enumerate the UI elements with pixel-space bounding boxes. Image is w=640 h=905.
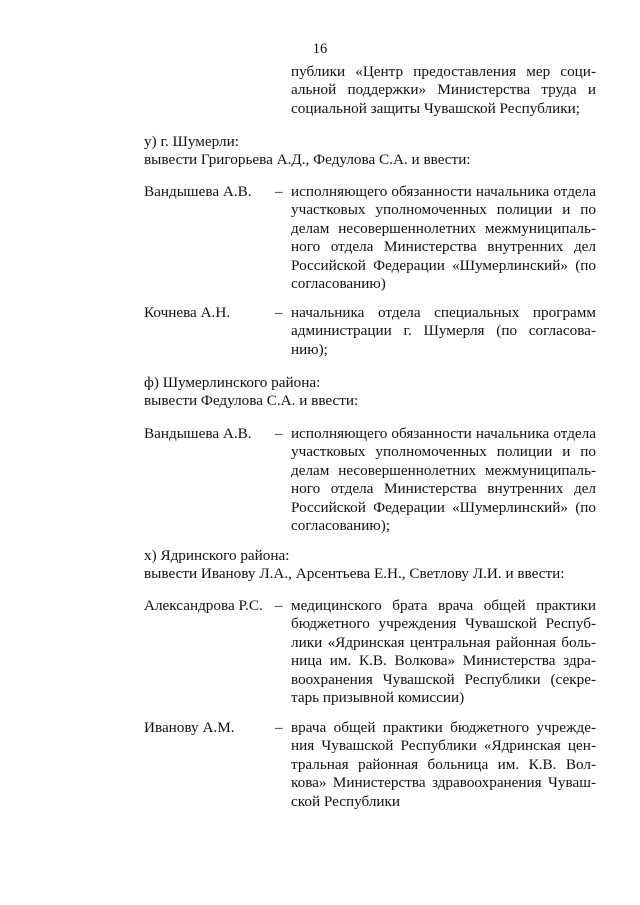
section-instruction: вывести Иванову Л.А., Арсентьева Е.Н., Светлову Л.И. и ввести: (144, 565, 565, 583)
intro-paragraph: публики «Центр предоставления мер социальной поддержки» Министерства труда и социальной защиты Чувашской Республики; (291, 63, 596, 117)
entry-description: исполняющего обязанности начальника отдела участковых уполномоченных полиции и по делам несовершеннолетних межмуниципального отдела Министерства внутренних дел Российской Федерации «Шумерлинский» (по согласованию); (291, 425, 596, 535)
entry-name: Александрова Р.С. (144, 597, 263, 614)
section-instruction: вывести Федулова С.А. и ввести: (144, 392, 359, 410)
entry-dash: – (275, 304, 283, 321)
section-heading-yadrinsky (144, 547, 604, 584)
section-heading-shumerli (144, 133, 604, 170)
section-instruction: вывести Григорьева А.Д., Федулова С.А. и ввести: (144, 151, 471, 169)
entry-name: Вандышева А.В. (144, 183, 252, 200)
page-number: 16 (312, 41, 328, 57)
entry-name: Вандышева А.В. (144, 425, 252, 442)
entry-dash: – (275, 719, 283, 736)
section-title: х) Ядринского района: (144, 547, 290, 564)
entry-dash: – (275, 425, 283, 442)
entry-dash: – (275, 183, 283, 200)
entry-description: исполняющего обязанности начальника отдела участковых уполномоченных полиции и по делам несовершеннолетних межмуниципального отдела Министерства внутренних дел Российской Федерации «Шумерлинский» (по согласованию) (291, 183, 596, 293)
entry-name: Иванову А.М. (144, 719, 235, 736)
section-title: ф) Шумерлинского района: (144, 374, 321, 391)
entry-description: начальника отдела специальных программ администрации г. Шумерля (по согласованию); (291, 304, 596, 358)
entry-description: медицинского брата врача общей практики бюджетного учреждения Чувашской Республики «Ядринская центральная районная больница им. К.В. Волкова» Министерства здравоохранения Чувашской Республики (секретарь призывной комиссии) (291, 597, 596, 707)
entry-dash: – (275, 597, 283, 614)
entry-description: врача общей практики бюджетного учреждения Чувашской Республики «Ядринская центральная районная больница им. К.В. Волкова» Министерства здравоохранения Чувашской Республики (291, 719, 596, 810)
entry-name: Кочнева А.Н. (144, 304, 231, 321)
section-heading-shumerlinsky (144, 374, 604, 411)
section-title: у) г. Шумерли: (144, 133, 239, 150)
